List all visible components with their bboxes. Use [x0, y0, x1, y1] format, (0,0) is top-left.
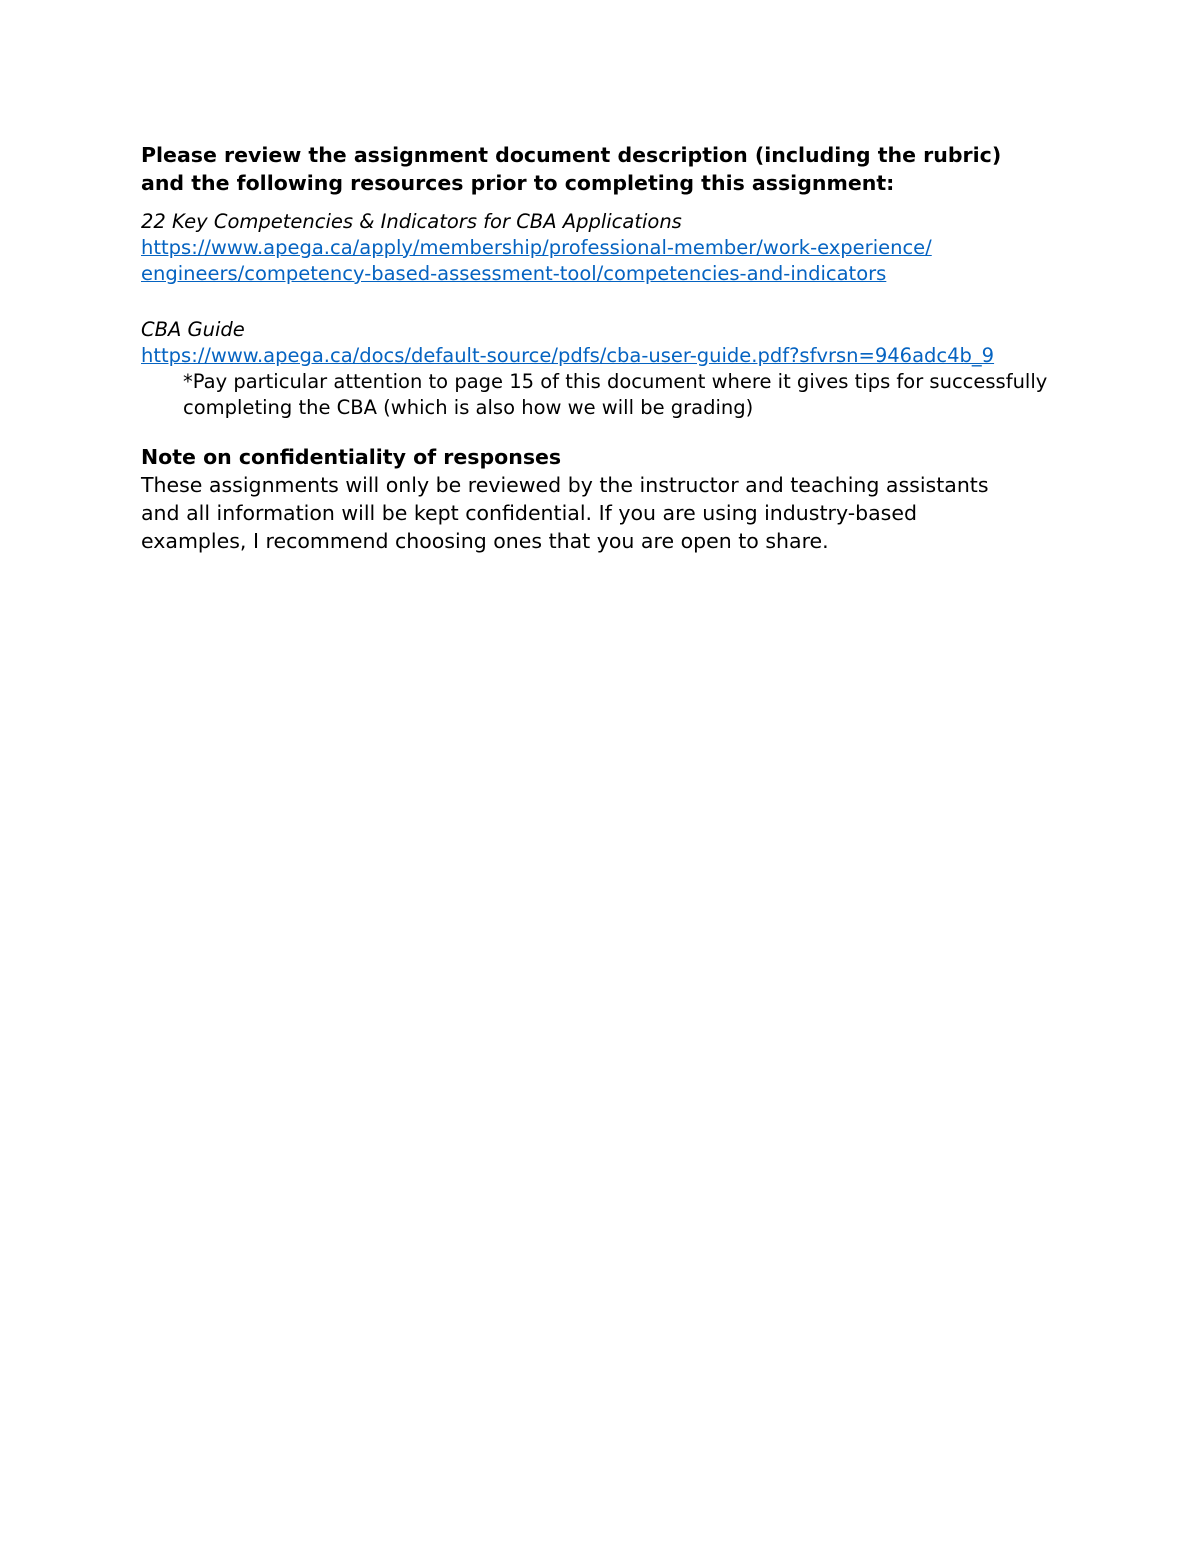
competencies-link-continued[interactable]: engineers/competency-based-assessment-tool/competencies-and-indicators	[141, 262, 887, 285]
body-line: These assignments will only be reviewed by the instructor and teaching assistants	[141, 473, 989, 497]
intro-heading-line: and the following resources prior to completing this assignment:	[141, 171, 895, 195]
resource-title: 22 Key Competencies & Indicators for CBA Applications	[141, 210, 682, 233]
cba-guide-link[interactable]: https://www.apega.ca/docs/default-source/pdfs/cba-user-guide.pdf?sfvrsn=946adc4b_9	[141, 344, 995, 367]
intro-heading-line: Please review the assignment document description (including the rubric)	[141, 143, 1002, 167]
document-content	[141, 141, 1071, 555]
confidentiality-heading: Note on confidentiality of responses	[141, 445, 562, 469]
intro-heading	[141, 141, 1071, 197]
spacer	[141, 197, 1071, 209]
competencies-link[interactable]: https://www.apega.ca/apply/membership/professional-member/work-experience/	[141, 236, 932, 259]
confidentiality-body	[141, 471, 1071, 555]
note-line: completing the CBA (which is also how we will be grading)	[183, 396, 754, 419]
body-line: and all information will be kept confidential. If you are using industry-based	[141, 501, 917, 525]
resource-cba-guide	[141, 317, 1071, 421]
spacer	[141, 287, 1071, 317]
cba-guide-note	[141, 369, 1071, 421]
resource-title: CBA Guide	[141, 318, 245, 341]
spacer	[141, 421, 1071, 443]
confidentiality-section	[141, 443, 1071, 555]
body-line: examples, I recommend choosing ones that you are open to share.	[141, 529, 829, 553]
resource-competencies	[141, 209, 1071, 287]
note-line: *Pay particular attention to page 15 of this document where it gives tips for successfully	[183, 370, 1048, 393]
